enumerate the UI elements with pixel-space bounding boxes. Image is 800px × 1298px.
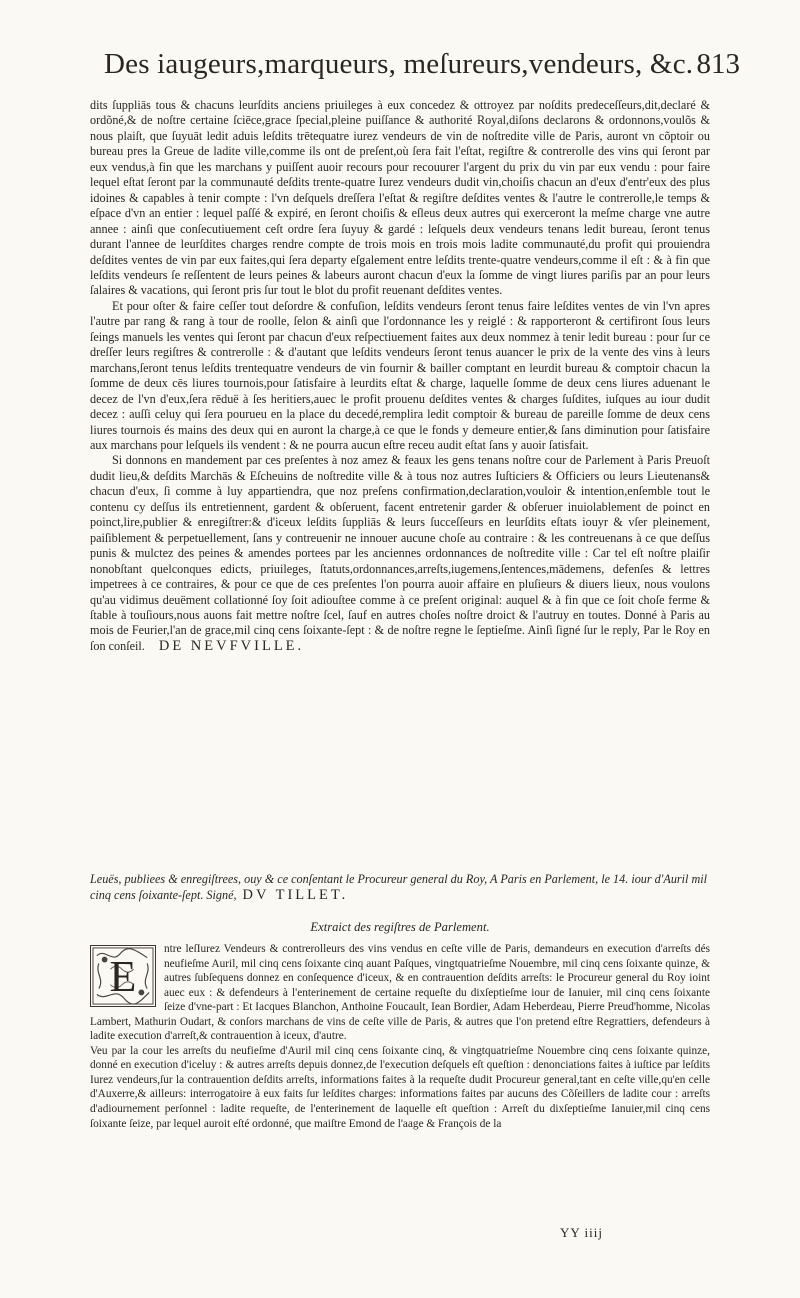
registration-text: Leuës, publiees & enregiſtrees, ouy & ce conſentant le Procureur general du Roy, A Paris en Parlement, le 14. iour d'Auril mil cinq cens ſoixante-ſept. Signé, xyxy=(90,872,708,902)
extract-text xyxy=(90,942,710,1131)
drop-cap-letter: E xyxy=(109,952,137,1001)
running-title: Des iaugeurs,marqueurs, meſureurs,vendeurs, &c. xyxy=(104,48,694,80)
ornamental-initial xyxy=(90,945,156,1007)
page-header xyxy=(104,48,740,90)
decree-closing-text: Si donnons en mandement par ces preſentes à noz amez & feaux les gens tenans noſtre cour de Parlement à Paris Preuoſt dudit lieu,& deſdits Marchās & Eſcheuins de noſtredite ville & à tous noz autres Iuſticiers & Officiers ou leurs Lieutenans& chacun d'eux, ſi comme à luy appartiendra, que noz preſens confirmation,declaration,vouloir & intention,enſemble tout le contenu cy deſſus ils entretiennent, gardent & obſeruent, facent entretenir garder & obſeruer inuiolablement de poinct en poinct,lire,publier & enregiſtrer:& d'iceux leſdits ſuppliās & leurs ſucceſſeurs en leurſdits eſtats iouyr & vſer pleinement, paiſiblement & perpetuellement, ſans y contreuenir ne innouer aucune choſe au contraire : & les contreuenans à ce que deſſus punis & mulctez des peines & amendes portees par les anciennes ordonnances de noſtredite ville : Car tel eſt noſtre plaiſir nonobſtant quelconques edicts, priuileges, ſtatuts,ordonnances,arreſts,iugemens,ſentences,mādemens, defenſes & lettres impetrees à ce contraires, & pour ce que de ces preſentes l'on pourra auoir affaire en pluſieurs & diuers lieux, nous voulons qu'au vidimus deuëment collationné ſoy ſoit adiouſtee comme à ce preſent original: auquel & à fin que ce ſoit choſe ferme & ſtable à touſiours,nous auons fait mettre noſtre ſcel, ſauf en autres choſes noſtre droict & l'autruy en toutes. Donné à Paris au mois de Feurier,l'an de grace,mil cinq cens ſoixante-ſept : & de noſtre regne le ſeptieſme. Ainſi ſigné ſur le reply, Par le Roy en ſon conſeil. xyxy=(90,453,710,653)
decree-text xyxy=(90,98,710,654)
decree-paragraph: dits ſuppliās tous & chacuns leurſdits anciens priuileges à eux concedez & ottroyez par noſdits predeceſſeurs,dit,declaré & ordõné,& de noſtre certaine ſciēce,grace ſpecial,pleine puiſſance & authorité Royal,diſons declarons & ordonnons,voulõs & nous plaiſt, que ſuyuāt ledit aduis leſdits trētequatre iurez vendeurs de vin de noſtredite ville de Paris, auront vn cõptoir ou bureau pres la Greue de ladite ville,comme ils ont de preſent,où ſera fait l'eſtat, regiſtre & contrerolle des vins qui ſeront par eux vendus,à fin que les marchans y puiſſent auoir recours pour recouurer l'argent du prix du vin par eux vendu : pour faire lequel eſtat ſeront par la communauté deſdits trente-quatre Iurez vendeurs dudit vin,choiſis chacun an d'eux d'entr'eux des plus idoines & capables à tenir compte : l'vn deſquels dreſſera l'eſtat & regiſtre deſdites ventes & l'autre le contrerolle,le temps & eſpace d'vn an entier : lequel paſſé & expiré, en ſeront choiſis & eſleus deux autres qui exerceront la meſme charge vne autre annee : ainſi que conſecutiuement ceſt ordre ſera ſuyuy & gardé : leſquels deux vendeurs tenans ledit bureau, ſeront tenus durant l'annee de leurſdites charges rendre compte de trois mois en trois mois ladite communauté,du profit qui prouiendra deſdites ventes de vin par eux faites,qui ſera departy eſgalement entre leſdits trente-quatre vendeurs,comme il eſt : & à fin que leſdits vendeurs ſe reſſentent de leurs peines & labeurs auront chacun d'eux la ſomme de vingt liures pariſis par an pour leurs ſalaires & vacations, qui ſeront pris ſur tout le blot du profit reuenant deſdites ventes. xyxy=(90,98,710,298)
extract-heading: Extraict des regiſtres de Parlement. xyxy=(310,920,490,934)
signature-mark: YY iiij xyxy=(560,1225,603,1240)
decree-paragraph xyxy=(90,453,710,654)
registration-note xyxy=(90,872,710,903)
extract-paragraph: Veu par la cour les arreſts du neufieſme d'Auril mil cinq cens ſoixante cinq, & vingtquatrieſme Nouembre cinq cens ſoixante quinze, donné en execution d'iceluy : & autres arreſts depuis donnez,de l'execution deſquels eſt queſtion : denonciations faites à iuſtice par leſdits Iurez vendeurs,ſur la contrauention deſdits arreſts, informations faites à la requeſte dudit Procureur general,tant en ceſte ville,qu'en celle d'Auxerre,& ailleurs: interrogatoire à eux faits ſur leſdites charges: informations faites par aucuns des Cõſeillers de ladite cour : arreſts d'adiournement perſonnel : ladite requeſte, de l'enterinement de laquelle eſt queſtion : Arreſt du dixſeptieſme Ianuier,mil cinq cens ſoixante ſeize, par lequel auroit eſté ordonné, que maiſtre Emond de l'aage & François de la xyxy=(90,1044,710,1130)
registration-signature: DV TILLET. xyxy=(242,886,349,903)
decree-paragraph: Et pour oſter & faire ceſſer tout deſordre & confuſion, leſdits vendeurs ſeront tenus faire leſdites ventes de vin l'vn apres l'autre par rang & rang à tour de roolle, ſelon & ainſi que l'ordonnance les y reiglé : & rapporteront & certifiront ſous leurs ſeings manuels les ventes qui ſeront par chacun d'eux reſpectiuement faites aux deux nommez à tenir ledit bureau : pour ſur ce dreſſer leurs regiſtres & contrerolle : & d'autant que leſdits vendeurs ſeront tenus auancer le prix de la vente des vins à leurs marchans,ſeront tenus leſdits trentequatre vendeurs de vin fournir & bailler comptant en leurdit bureau & comptoir chacun la ſomme de deux cēs liures tournois,pour ſatisfaire à leurdits eſtat & charge, laquelle ſomme de deux cens liures aduenant le decez de l'vn d'eux,ſera rēduë à ſes heritiers,auec le profit prouenu deſdites ventes & charges ſuſdites, iuſques au iour dudit decez : auſſi celuy qui ſera pourueu en la place du decedé,remplira ledit comptoir & bureau de pareille ſomme de deux cens liures tournois és mains des deux qui en auront la charge,à ce que le fonds y demeure entier,& ſans diminution pour ſatisfaire aux marchans pour leſquels ils vendent : & ne pourra aucun eſtre receu audit eſtat ſans y auoir ſatisfait. xyxy=(90,298,710,452)
page-number: 813 xyxy=(696,48,740,80)
extract-paragraph: ntre leſIurez Vendeurs & contrerolleurs des vins vendus en ceſte ville de Paris, demandeurs en execution d'arreſts dés neufieſme Auril, mil cinq cens ſoixante cinq auant Paſques, vingtquatrieſme Nouembre, mil cinq cens ſoixante quinze, & autres ſubſequens donnez en conſequence d'iceux, & en contrauention deſdits arreſts: le Procureur general du Roy ioint auec eux : & defendeurs à l'enterinement de certaine requeſte du dixſeptieſme iour de Ianuier, mil cinq cens ſoixante ſeize d'vne-part : Et Iacques Blanchon, Anthoine Foucault, Iean Bordier, Adam Heberdeau, Pierre Preud'homme, Nicolas Lambert, Mathurin Oudart, & conſors marchans de vins de ceſte ville de Paris, & autres que l'on pretend eſtre Regrattiers, defendeurs à ladite execution d'arreſt,& contrauention à iceux, d'autre. xyxy=(90,943,710,1043)
signature: DE NEVFVILLE. xyxy=(158,637,305,654)
